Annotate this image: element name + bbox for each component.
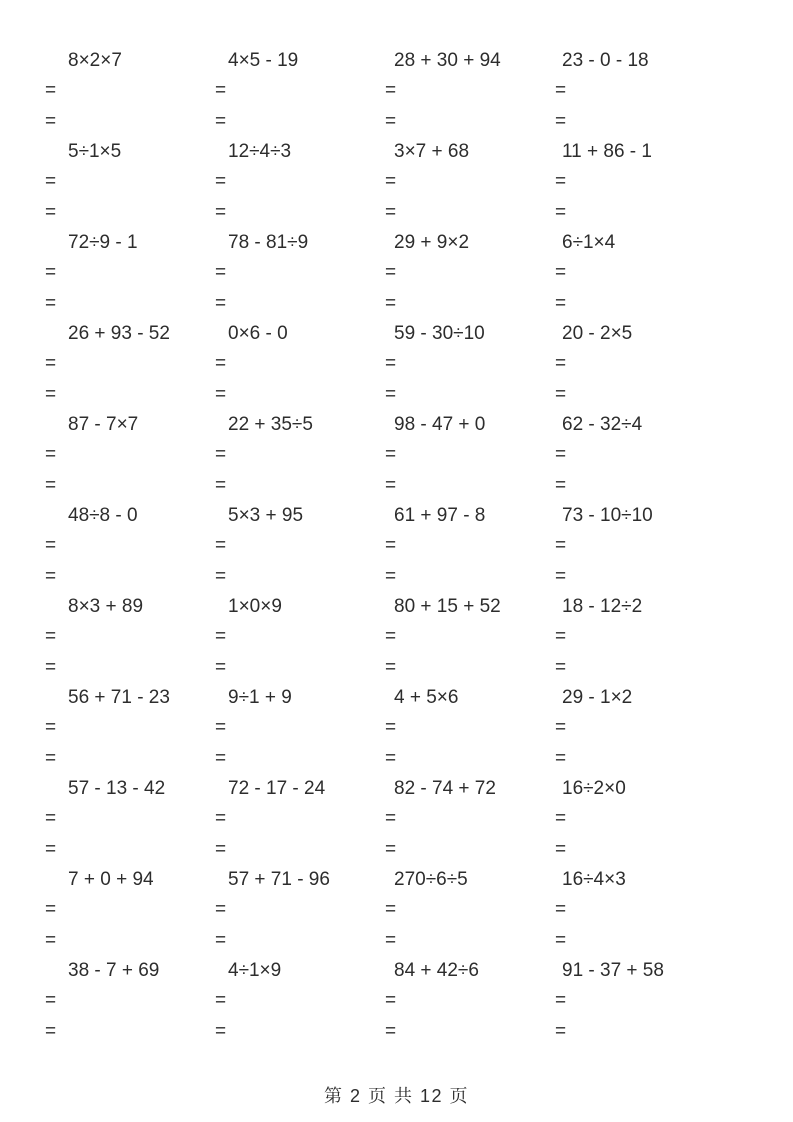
equals-line: = bbox=[215, 262, 227, 284]
equals-line: = bbox=[385, 474, 397, 496]
expression: 7 + 0 + 94 bbox=[68, 869, 154, 891]
expression: 11 + 86 - 1 bbox=[562, 141, 652, 163]
expression: 20 - 2×5 bbox=[562, 323, 633, 345]
equals-line: = bbox=[555, 990, 567, 1012]
equals-line: = bbox=[385, 262, 397, 284]
equals-line: = bbox=[385, 565, 397, 587]
equals-line: = bbox=[555, 808, 567, 830]
expression: 62 - 32÷4 bbox=[562, 414, 643, 436]
expression: 16÷4×3 bbox=[562, 869, 626, 891]
expression: 4 + 5×6 bbox=[394, 687, 459, 709]
equals-line: = bbox=[555, 201, 567, 223]
equals-line: = bbox=[555, 80, 567, 102]
equals-line: = bbox=[45, 717, 57, 739]
equals-line: = bbox=[45, 444, 57, 466]
equals-line: = bbox=[555, 929, 567, 951]
expression: 29 + 9×2 bbox=[394, 232, 470, 254]
equals-line: = bbox=[45, 171, 57, 193]
problem-cell bbox=[215, 137, 385, 228]
expression: 84 + 42÷6 bbox=[394, 960, 479, 982]
problem-cell bbox=[385, 410, 555, 501]
problem-cell bbox=[555, 592, 725, 683]
problem-cell bbox=[45, 865, 215, 956]
equals-line: = bbox=[555, 110, 567, 132]
equals-line: = bbox=[45, 292, 57, 314]
equals-line: = bbox=[215, 171, 227, 193]
problem-cell bbox=[385, 592, 555, 683]
problem-cell bbox=[555, 46, 725, 137]
problem-cell bbox=[215, 865, 385, 956]
problem-cell bbox=[555, 137, 725, 228]
problem-cell bbox=[215, 228, 385, 319]
equals-line: = bbox=[45, 80, 57, 102]
expression: 4×5 - 19 bbox=[228, 50, 299, 72]
expression: 16÷2×0 bbox=[562, 778, 626, 800]
expression: 80 + 15 + 52 bbox=[394, 596, 501, 618]
expression: 18 - 12÷2 bbox=[562, 596, 643, 618]
equals-line: = bbox=[45, 262, 57, 284]
equals-line: = bbox=[215, 626, 227, 648]
problem-cell bbox=[45, 501, 215, 592]
equals-line: = bbox=[215, 292, 227, 314]
problem-cell bbox=[45, 956, 215, 1047]
problem-cell bbox=[555, 865, 725, 956]
problem-cell bbox=[215, 683, 385, 774]
equals-line: = bbox=[385, 353, 397, 375]
equals-line: = bbox=[215, 201, 227, 223]
equals-line: = bbox=[45, 747, 57, 769]
equals-line: = bbox=[45, 1020, 57, 1042]
equals-line: = bbox=[385, 838, 397, 860]
problem-cell bbox=[215, 956, 385, 1047]
equals-line: = bbox=[215, 838, 227, 860]
expression: 23 - 0 - 18 bbox=[562, 50, 649, 72]
expression: 26 + 93 - 52 bbox=[68, 323, 170, 345]
equals-line: = bbox=[215, 1020, 227, 1042]
expression: 56 + 71 - 23 bbox=[68, 687, 170, 709]
equals-line: = bbox=[385, 656, 397, 678]
problem-cell bbox=[215, 410, 385, 501]
expression: 0×6 - 0 bbox=[228, 323, 288, 345]
equals-line: = bbox=[555, 899, 567, 921]
problem-cell bbox=[385, 319, 555, 410]
expression: 270÷6÷5 bbox=[394, 869, 468, 891]
problem-cell bbox=[45, 228, 215, 319]
equals-line: = bbox=[385, 535, 397, 557]
equals-line: = bbox=[555, 656, 567, 678]
expression: 28 + 30 + 94 bbox=[394, 50, 501, 72]
problem-cell bbox=[555, 228, 725, 319]
expression: 78 - 81÷9 bbox=[228, 232, 309, 254]
problem-cell bbox=[215, 501, 385, 592]
expression: 59 - 30÷10 bbox=[394, 323, 485, 345]
equals-line: = bbox=[215, 565, 227, 587]
equals-line: = bbox=[45, 808, 57, 830]
expression: 3×7 + 68 bbox=[394, 141, 470, 163]
problem-cell bbox=[385, 956, 555, 1047]
equals-line: = bbox=[555, 474, 567, 496]
expression: 5×3 + 95 bbox=[228, 505, 304, 527]
problem-cell bbox=[385, 683, 555, 774]
problem-cell bbox=[45, 683, 215, 774]
expression: 87 - 7×7 bbox=[68, 414, 139, 436]
expression: 48÷8 - 0 bbox=[68, 505, 138, 527]
expression: 98 - 47 + 0 bbox=[394, 414, 486, 436]
equals-line: = bbox=[385, 929, 397, 951]
expression: 73 - 10÷10 bbox=[562, 505, 653, 527]
equals-line: = bbox=[215, 110, 227, 132]
equals-line: = bbox=[45, 201, 57, 223]
equals-line: = bbox=[215, 474, 227, 496]
equals-line: = bbox=[555, 565, 567, 587]
equals-line: = bbox=[45, 474, 57, 496]
equals-line: = bbox=[385, 292, 397, 314]
expression: 57 + 71 - 96 bbox=[228, 869, 330, 891]
equals-line: = bbox=[45, 838, 57, 860]
equals-line: = bbox=[45, 990, 57, 1012]
equals-line: = bbox=[555, 838, 567, 860]
equals-line: = bbox=[385, 990, 397, 1012]
problems-grid bbox=[45, 46, 725, 1047]
equals-line: = bbox=[215, 808, 227, 830]
expression: 29 - 1×2 bbox=[562, 687, 633, 709]
equals-line: = bbox=[45, 899, 57, 921]
equals-line: = bbox=[385, 626, 397, 648]
equals-line: = bbox=[45, 565, 57, 587]
equals-line: = bbox=[385, 717, 397, 739]
equals-line: = bbox=[215, 717, 227, 739]
problem-cell bbox=[45, 410, 215, 501]
problem-cell bbox=[555, 410, 725, 501]
equals-line: = bbox=[385, 444, 397, 466]
equals-line: = bbox=[555, 626, 567, 648]
problem-cell bbox=[45, 774, 215, 865]
problem-cell bbox=[555, 956, 725, 1047]
equals-line: = bbox=[215, 444, 227, 466]
equals-line: = bbox=[385, 899, 397, 921]
equals-line: = bbox=[555, 383, 567, 405]
expression: 72 - 17 - 24 bbox=[228, 778, 326, 800]
problem-cell bbox=[215, 46, 385, 137]
expression: 5÷1×5 bbox=[68, 141, 122, 163]
equals-line: = bbox=[385, 171, 397, 193]
expression: 6÷1×4 bbox=[562, 232, 616, 254]
equals-line: = bbox=[45, 353, 57, 375]
equals-line: = bbox=[555, 262, 567, 284]
problem-cell bbox=[385, 501, 555, 592]
equals-line: = bbox=[215, 990, 227, 1012]
equals-line: = bbox=[385, 110, 397, 132]
expression: 38 - 7 + 69 bbox=[68, 960, 160, 982]
expression: 57 - 13 - 42 bbox=[68, 778, 166, 800]
expression: 4÷1×9 bbox=[228, 960, 282, 982]
problem-cell bbox=[385, 137, 555, 228]
equals-line: = bbox=[215, 383, 227, 405]
equals-line: = bbox=[555, 444, 567, 466]
equals-line: = bbox=[385, 747, 397, 769]
equals-line: = bbox=[555, 535, 567, 557]
problem-cell bbox=[385, 46, 555, 137]
problem-cell bbox=[385, 865, 555, 956]
problem-cell bbox=[45, 592, 215, 683]
problem-cell bbox=[45, 46, 215, 137]
equals-line: = bbox=[385, 80, 397, 102]
problem-cell bbox=[215, 774, 385, 865]
equals-line: = bbox=[555, 747, 567, 769]
expression: 91 - 37 + 58 bbox=[562, 960, 664, 982]
equals-line: = bbox=[385, 1020, 397, 1042]
expression: 72÷9 - 1 bbox=[68, 232, 138, 254]
problem-cell bbox=[555, 683, 725, 774]
equals-line: = bbox=[555, 353, 567, 375]
equals-line: = bbox=[215, 80, 227, 102]
equals-line: = bbox=[45, 535, 57, 557]
page-footer: 第 2 页 共 12 页 bbox=[323, 1086, 470, 1106]
equals-line: = bbox=[385, 808, 397, 830]
expression: 8×3 + 89 bbox=[68, 596, 144, 618]
equals-line: = bbox=[215, 747, 227, 769]
expression: 8×2×7 bbox=[68, 50, 122, 72]
equals-line: = bbox=[555, 292, 567, 314]
expression: 82 - 74 + 72 bbox=[394, 778, 496, 800]
equals-line: = bbox=[555, 717, 567, 739]
problem-cell bbox=[385, 774, 555, 865]
equals-line: = bbox=[215, 535, 227, 557]
problem-cell bbox=[555, 319, 725, 410]
equals-line: = bbox=[555, 1020, 567, 1042]
problem-cell bbox=[385, 228, 555, 319]
equals-line: = bbox=[45, 656, 57, 678]
problem-cell bbox=[215, 319, 385, 410]
equals-line: = bbox=[45, 626, 57, 648]
expression: 22 + 35÷5 bbox=[228, 414, 313, 436]
equals-line: = bbox=[215, 929, 227, 951]
equals-line: = bbox=[215, 899, 227, 921]
problem-cell bbox=[215, 592, 385, 683]
problem-cell bbox=[45, 137, 215, 228]
expression: 9÷1 + 9 bbox=[228, 687, 292, 709]
equals-line: = bbox=[215, 656, 227, 678]
equals-line: = bbox=[215, 353, 227, 375]
equals-line: = bbox=[385, 201, 397, 223]
expression: 12÷4÷3 bbox=[228, 141, 292, 163]
equals-line: = bbox=[385, 383, 397, 405]
equals-line: = bbox=[555, 171, 567, 193]
equals-line: = bbox=[45, 929, 57, 951]
problem-cell bbox=[555, 501, 725, 592]
expression: 1×0×9 bbox=[228, 596, 282, 618]
equals-line: = bbox=[45, 383, 57, 405]
expression: 61 + 97 - 8 bbox=[394, 505, 486, 527]
equals-line: = bbox=[45, 110, 57, 132]
problem-cell bbox=[555, 774, 725, 865]
problem-cell bbox=[45, 319, 215, 410]
